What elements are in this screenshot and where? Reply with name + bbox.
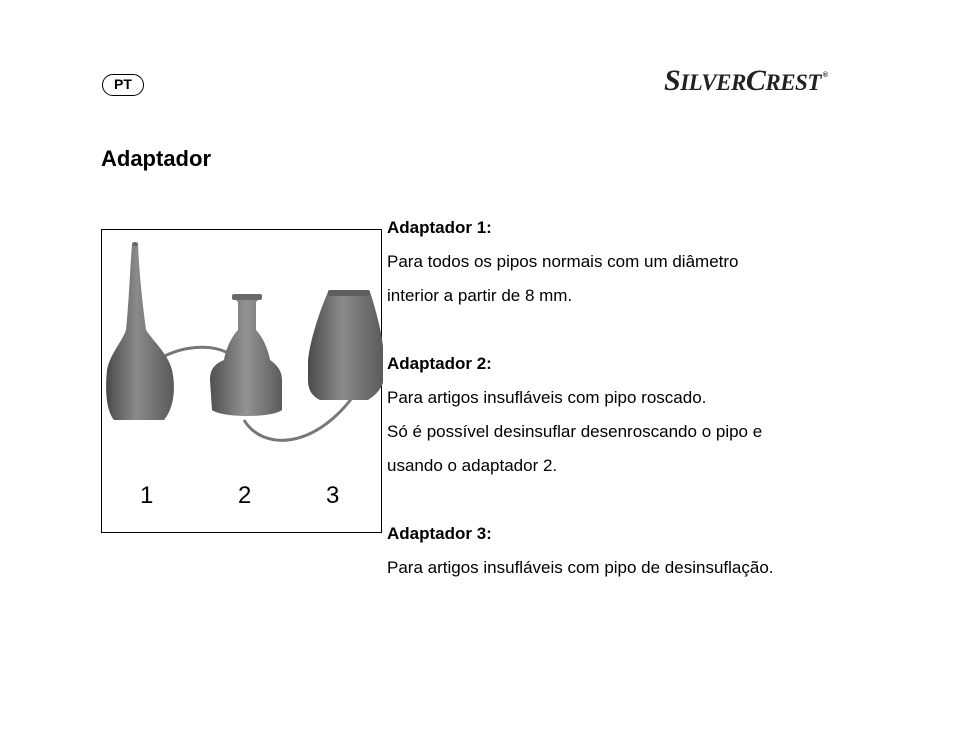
adapter-2-line: usando o adaptador 2. [387, 456, 558, 475]
adapter-1-line: Para todos os pipos normais com um diâmetro [387, 252, 739, 271]
brand-initial-1: S [664, 64, 681, 97]
adapter-2-heading: Adaptador 2: [387, 354, 492, 373]
adapter-1-line: interior a partir de 8 mm. [387, 286, 573, 305]
adapter-2-line: Só é possível desinsuflar desenroscando o pipo e [387, 422, 763, 441]
figure-label-2: 2 [238, 482, 252, 509]
adapter-3-line: Para artigos insufláveis com pipo de desinsuflação. [387, 558, 774, 577]
adapter-3-heading: Adaptador 3: [387, 524, 492, 543]
figure-label-3: 3 [326, 482, 340, 509]
brand-initial-2: C [745, 64, 766, 97]
brand-rest-2: REST [765, 70, 821, 95]
brand-rest-1: ILVER [680, 70, 746, 95]
adapter-descriptions [387, 211, 857, 585]
adapter-3-shape [308, 290, 383, 400]
adapter-1-shape [106, 242, 174, 420]
figure-label-1: 1 [140, 482, 154, 509]
page-title: Adaptador [101, 146, 211, 171]
adapter-2-shape [210, 294, 282, 416]
adapter-2-line: Para artigos insufláveis com pipo roscado. [387, 388, 707, 407]
adapter-figure [101, 229, 382, 533]
adapter-1-heading: Adaptador 1: [387, 218, 492, 237]
brand-logo [664, 64, 828, 98]
registered-mark: ® [822, 72, 828, 79]
language-badge: PT [102, 74, 144, 96]
